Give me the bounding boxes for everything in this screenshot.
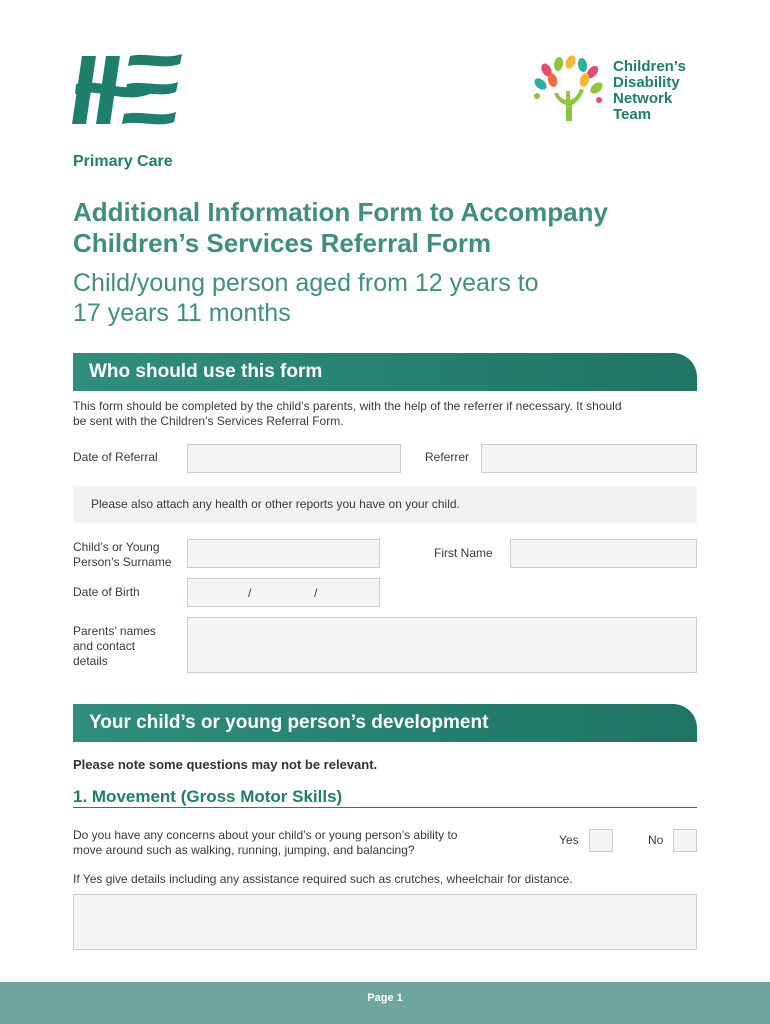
hse-logo <box>72 50 184 130</box>
surname-label-line-1: Child’s or Young <box>73 540 160 554</box>
surname-label <box>73 540 172 570</box>
referrer-label: Referrer <box>425 450 470 464</box>
primary-care-label: Primary Care <box>73 153 173 170</box>
dob-separator-2: / <box>314 586 318 600</box>
intro-text <box>73 399 697 429</box>
intro-line-1: This form should be completed by the child’s parents, with the help of the referrer if necessary. It should <box>73 399 622 413</box>
date-of-referral-label: Date of Referral <box>73 450 158 464</box>
movement-details-field[interactable] <box>73 894 697 950</box>
cdnt-line-1: Children’s <box>613 58 686 75</box>
intro-line-2: be sent with the Children’s Services Referral Form. <box>73 414 344 428</box>
surname-label-line-2: Person’s Surname <box>73 555 172 569</box>
surname-field[interactable] <box>187 539 380 568</box>
title-line-1: Additional Information Form to Accompany <box>73 197 608 227</box>
cdnt-line-3: Network <box>613 90 673 107</box>
cdnt-logo-text <box>613 59 686 123</box>
cdnt-line-2: Disability <box>613 74 680 91</box>
title-line-2: Children’s Services Referral Form <box>73 228 492 258</box>
subtitle-line-1: Child/young person aged from 12 years to <box>73 269 539 297</box>
question-line-2: move around such as walking, running, jumping, and balancing? <box>73 843 415 857</box>
details-prompt: If Yes give details including any assistance required such as crutches, wheelchair for distance. <box>73 872 573 886</box>
parents-label-line-3: details <box>73 654 108 668</box>
question-line-1: Do you have any concerns about your child’s or young person’s ability to <box>73 828 458 842</box>
parents-label-line-1: Parents’ names <box>73 624 156 638</box>
page-title <box>73 197 693 259</box>
parents-details-field[interactable] <box>187 617 697 673</box>
no-checkbox[interactable] <box>673 829 697 852</box>
movement-question <box>73 828 513 858</box>
section-banner-who: Who should use this form <box>73 353 697 391</box>
referrer-field[interactable] <box>481 444 697 473</box>
dob-label: Date of Birth <box>73 585 140 599</box>
dob-field[interactable] <box>187 578 380 607</box>
yes-checkbox[interactable] <box>589 829 613 852</box>
movement-title: 1. Movement (Gross Motor Skills) <box>73 787 343 806</box>
subtitle-line-2: 17 years 11 months <box>73 299 291 327</box>
cdnt-line-4: Team <box>613 106 652 123</box>
yes-label: Yes <box>559 833 579 847</box>
page-subtitle <box>73 268 693 328</box>
first-name-field[interactable] <box>510 539 697 568</box>
no-label: No <box>648 833 664 847</box>
section-divider <box>73 807 697 808</box>
date-of-referral-field[interactable] <box>187 444 401 473</box>
parents-label <box>73 624 156 669</box>
relevance-note: Please note some questions may not be relevant. <box>73 757 378 772</box>
page-number: Page 1 <box>367 992 403 1004</box>
section-banner-development: Your child’s or young person’s development <box>73 704 697 742</box>
attach-note: Please also attach any health or other reports you have on your child. <box>91 497 460 511</box>
first-name-label: First Name <box>434 546 493 560</box>
parents-label-line-2: and contact <box>73 639 136 653</box>
dob-separator-1: / <box>248 586 252 600</box>
